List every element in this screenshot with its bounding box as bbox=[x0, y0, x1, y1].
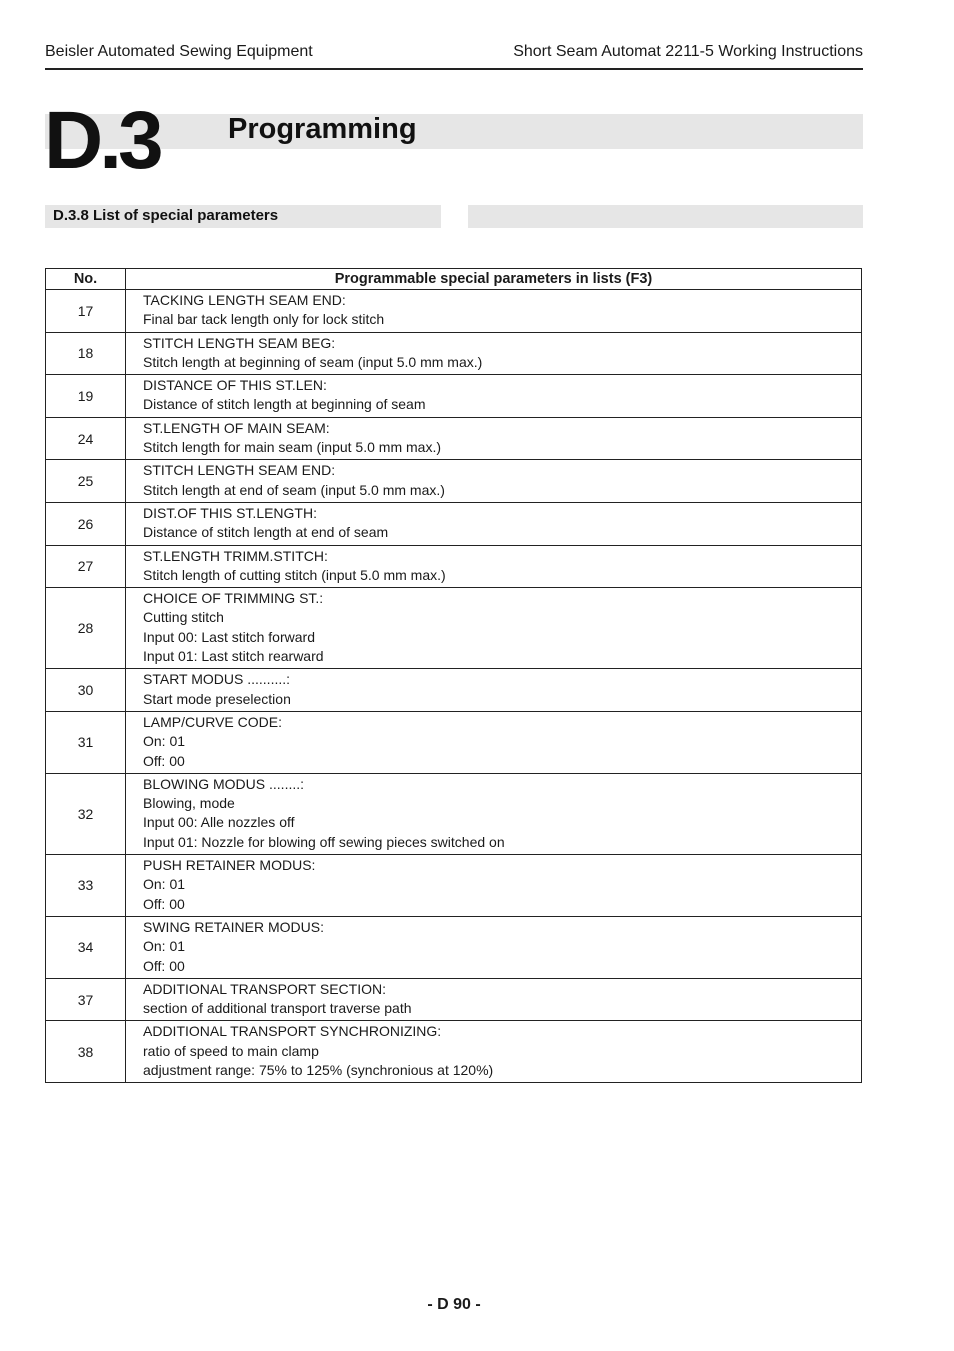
parameter-number: 33 bbox=[46, 855, 126, 917]
parameter-detail-line: Distance of stitch length at beginning of seam bbox=[143, 396, 426, 413]
parameter-description bbox=[126, 545, 862, 588]
parameter-name: BLOWING MODUS ........: bbox=[143, 775, 305, 792]
parameter-number: 28 bbox=[46, 588, 126, 669]
parameter-detail-line: Distance of stitch length at end of seam bbox=[143, 524, 389, 541]
parameter-number: 26 bbox=[46, 502, 126, 545]
parameter-number: 30 bbox=[46, 669, 126, 712]
table-row bbox=[46, 417, 862, 460]
parameter-name: STITCH LENGTH SEAM BEG: bbox=[143, 334, 336, 351]
parameter-name: CHOICE OF TRIMMING ST.: bbox=[143, 590, 324, 607]
page-number: - D 90 - bbox=[427, 1296, 481, 1313]
table-row bbox=[46, 502, 862, 545]
parameter-description bbox=[126, 290, 862, 333]
header-left-text: Beisler Automated Sewing Equipment bbox=[45, 43, 313, 60]
parameter-number: 38 bbox=[46, 1021, 126, 1083]
table-row bbox=[46, 669, 862, 712]
parameter-detail-line: Stitch length for main seam (input 5.0 mm max.) bbox=[143, 439, 441, 456]
parameter-detail-line: Stitch length at end of seam (input 5.0 mm max.) bbox=[143, 481, 445, 498]
parameter-description bbox=[126, 502, 862, 545]
table-row bbox=[46, 332, 862, 375]
parameter-description bbox=[126, 460, 862, 503]
parameter-name: ADDITIONAL TRANSPORT SECTION: bbox=[143, 980, 386, 997]
table-row bbox=[46, 290, 862, 333]
parameter-description bbox=[126, 588, 862, 669]
parameter-detail-line: On: 01 bbox=[143, 733, 186, 750]
parameter-number: 19 bbox=[46, 375, 126, 418]
parameter-detail-line: section of additional transport traverse path bbox=[143, 1000, 412, 1017]
table-row bbox=[46, 460, 862, 503]
table-row bbox=[46, 916, 862, 978]
parameter-detail-line: Input 01: Nozzle for blowing off sewing pieces switched on bbox=[143, 833, 505, 850]
parameter-description bbox=[126, 669, 862, 712]
parameter-detail-line: Stitch length of cutting stitch (input 5.0 mm max.) bbox=[143, 566, 446, 583]
parameter-detail-line: On: 01 bbox=[143, 876, 186, 893]
parameter-number: 31 bbox=[46, 711, 126, 773]
parameter-name: PUSH RETAINER MODUS: bbox=[143, 857, 316, 874]
parameter-number: 25 bbox=[46, 460, 126, 503]
parameter-detail-line: Off: 00 bbox=[143, 895, 185, 912]
parameter-name: LAMP/CURVE CODE: bbox=[143, 713, 282, 730]
section-title: D.3.8 List of special parameters bbox=[53, 207, 279, 224]
parameter-detail-line: adjustment range: 75% to 125% (synchronious at 120%) bbox=[143, 1061, 494, 1078]
column-header-no: No. bbox=[46, 269, 126, 290]
parameter-detail-line: Cutting stitch bbox=[143, 609, 224, 626]
parameter-description bbox=[126, 773, 862, 854]
parameter-detail-line: Input 01: Last stitch rearward bbox=[143, 648, 324, 665]
parameter-description bbox=[126, 711, 862, 773]
parameter-description bbox=[126, 417, 862, 460]
parameter-name: DIST.OF THIS ST.LENGTH: bbox=[143, 504, 317, 521]
parameter-detail-line: On: 01 bbox=[143, 938, 186, 955]
parameter-description bbox=[126, 375, 862, 418]
parameter-detail-line: Off: 00 bbox=[143, 957, 185, 974]
table-body bbox=[46, 290, 862, 1083]
parameter-detail-line: Input 00: Last stitch forward bbox=[143, 628, 315, 645]
parameter-name: ST.LENGTH OF MAIN SEAM: bbox=[143, 419, 330, 436]
table-row bbox=[46, 773, 862, 854]
parameter-number: 27 bbox=[46, 545, 126, 588]
parameter-description bbox=[126, 332, 862, 375]
parameter-detail-line: Start mode preselection bbox=[143, 690, 291, 707]
parameter-number: 24 bbox=[46, 417, 126, 460]
parameter-name: DISTANCE OF THIS ST.LEN: bbox=[143, 377, 327, 394]
chapter-title: Programming bbox=[228, 113, 417, 145]
parameter-detail-line: Final bar tack length only for lock stitch bbox=[143, 311, 385, 328]
parameters-table bbox=[45, 268, 862, 1083]
table-header-row bbox=[46, 269, 862, 290]
parameter-number: 17 bbox=[46, 290, 126, 333]
parameter-detail-line: Stitch length at beginning of seam (input 5.0 mm max.) bbox=[143, 353, 483, 370]
parameter-name: START MODUS ..........: bbox=[143, 671, 291, 688]
chapter-title-bar bbox=[45, 114, 863, 149]
parameter-number: 32 bbox=[46, 773, 126, 854]
header-right-text: Short Seam Automat 2211-5 Working Instructions bbox=[513, 43, 863, 60]
table-row bbox=[46, 711, 862, 773]
parameter-number: 18 bbox=[46, 332, 126, 375]
table-row bbox=[46, 375, 862, 418]
parameter-description bbox=[126, 916, 862, 978]
table-row bbox=[46, 1021, 862, 1083]
parameter-description bbox=[126, 855, 862, 917]
parameter-description bbox=[126, 978, 862, 1021]
parameter-name: TACKING LENGTH SEAM END: bbox=[143, 292, 346, 308]
chapter-number: D.3 bbox=[44, 95, 160, 186]
parameter-detail-line: Blowing, mode bbox=[143, 795, 235, 812]
parameter-detail-line: Off: 00 bbox=[143, 752, 185, 769]
table-row bbox=[46, 545, 862, 588]
parameter-name: ADDITIONAL TRANSPORT SYNCHRONIZING: bbox=[143, 1023, 442, 1040]
table-row bbox=[46, 978, 862, 1021]
table-row bbox=[46, 588, 862, 669]
header-rule bbox=[45, 68, 863, 70]
parameter-detail-line: Input 00: Alle nozzles off bbox=[143, 814, 295, 831]
table-row bbox=[46, 855, 862, 917]
column-header-description: Programmable special parameters in lists (F3) bbox=[126, 269, 862, 290]
parameter-name: SWING RETAINER MODUS: bbox=[143, 918, 324, 935]
parameter-name: ST.LENGTH TRIMM.STITCH: bbox=[143, 547, 328, 564]
parameter-detail-line: ratio of speed to main clamp bbox=[143, 1042, 319, 1059]
parameter-number: 37 bbox=[46, 978, 126, 1021]
parameter-description bbox=[126, 1021, 862, 1083]
parameter-number: 34 bbox=[46, 916, 126, 978]
section-bar-right bbox=[468, 205, 863, 228]
parameter-name: STITCH LENGTH SEAM END: bbox=[143, 462, 336, 479]
